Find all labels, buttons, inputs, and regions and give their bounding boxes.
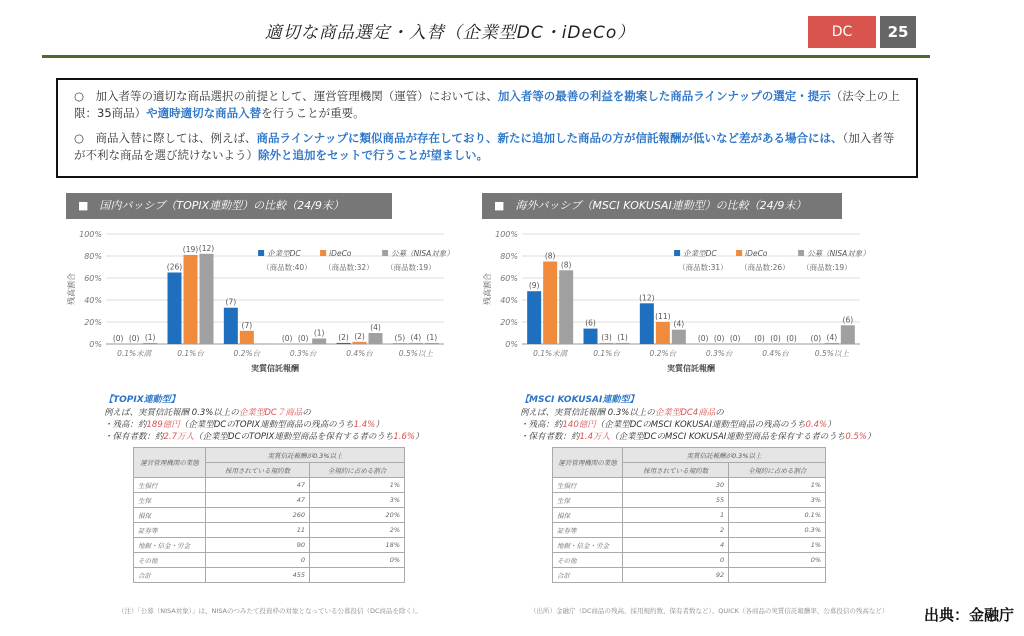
legend-sub: （商品数:19） (802, 263, 852, 272)
data-label: (2) (338, 332, 349, 342)
cell-business: 生保 (134, 493, 206, 508)
legend-swatch (258, 250, 264, 256)
cell-business: 証券等 (553, 523, 623, 538)
cell-ratio (729, 568, 826, 583)
data-label: (5) (394, 333, 406, 343)
bar (143, 343, 157, 344)
legend-swatch (382, 250, 388, 256)
y-tick-label: 80% (500, 252, 518, 261)
cell-count: 0 (206, 553, 310, 568)
data-label: (1) (617, 332, 628, 342)
legend-swatch (674, 250, 680, 256)
data-label: (1) (144, 332, 156, 342)
cell-count: 47 (206, 478, 310, 493)
x-tick-label: 0.1%未満 (533, 349, 568, 358)
bar (825, 343, 839, 344)
legend-swatch (798, 250, 804, 256)
bar (600, 343, 614, 344)
bar (353, 342, 367, 344)
data-label: (0) (729, 334, 741, 343)
bar (584, 329, 598, 344)
bar (559, 270, 573, 344)
y-tick-label: 100% (495, 230, 518, 239)
cell-count: 4 (623, 538, 729, 553)
cell-business: 生保 (553, 493, 623, 508)
bar (409, 343, 423, 344)
th-ratio: 全規約に占める割合 (729, 463, 826, 478)
table-row (553, 553, 826, 568)
legend-label: 公募（NISA対象） (391, 249, 454, 258)
bar (543, 262, 557, 345)
data-label: (6) (585, 318, 596, 328)
data-label: (12) (639, 293, 655, 303)
table-row (553, 493, 826, 508)
bar (168, 273, 182, 345)
x-tick-label: 0.2%台 (649, 349, 677, 358)
cell-business: 生損行 (134, 478, 206, 493)
table-row (553, 523, 826, 538)
legend-swatch (736, 250, 742, 256)
data-label: (8) (544, 251, 556, 261)
cell-ratio: 1% (729, 538, 826, 553)
y-tick-label: 20% (84, 318, 102, 327)
cell-ratio (310, 568, 405, 583)
right-sub-title: 【MSCI KOKUSAI連動型】 (520, 395, 639, 405)
cell-count: 260 (206, 508, 310, 523)
x-tick-label: 0.3%台 (289, 349, 317, 358)
summary-point-2: ○ 商品入替に際しては、例えば、商品ラインナップに類似商品が存在しており、新たに追加した商品の方が信託報酬が低いなど差がある場合には、（加入者等が不利な商品を選び続けないよう）除外と追加をセットで行うことが望ましい。 (74, 131, 895, 162)
right-example: 例えば、実質信託報酬 0.3%以上の企業型DC4商品の ・残高：約140億円（企業型DCのMSCI KOKUSAI連動型商品の残高のうち0.4%） ・保有者数：約1.4万人（企業型DCのMSCI KOKUSAI連動型商品を保有する者のうち0.5%） (520, 408, 876, 442)
x-tick-label: 0.4%台 (346, 349, 373, 358)
topix-bar-chart (62, 224, 462, 384)
cell-count: 90 (206, 538, 310, 553)
note-right: （出所）金融庁（DC商品の残高、採用規約数、保有者数など）、QUICK（各商品の実質信託報酬率、公募投信の残高など） (530, 607, 889, 615)
data-label: (19) (182, 244, 199, 254)
cell-business: 証券等 (134, 523, 206, 538)
x-tick-label: 0.1%未満 (117, 349, 152, 358)
y-tick-label: 80% (84, 252, 102, 261)
right-table (552, 447, 826, 583)
th-group: 実質信託報酬が0.3%以上 (206, 448, 405, 463)
summary-point-1: ○ 加入者等の適切な商品選択の前提として、運営管理機関（運管）においては、加入者等の最善の利益を勘案した商品ラインナップの選定・提示（法令上の上限：35商品）や適時適切な商品入替を行うことが重要。 (74, 89, 900, 120)
x-tick-label: 0.2%台 (233, 349, 261, 358)
title-divider (42, 55, 930, 58)
cell-business: 地銀・信金・労金 (553, 538, 623, 553)
x-axis-label: 実質信託報酬 (251, 364, 299, 373)
y-tick-label: 60% (500, 274, 518, 283)
th-business: 運営管理機関の業態 (134, 448, 206, 478)
data-label: (4) (826, 332, 838, 342)
cell-ratio: 1% (729, 478, 826, 493)
table-row (553, 508, 826, 523)
cell-count: 2 (623, 523, 729, 538)
page-title: 適切な商品選定・入替（企業型DC・iDeCo） (264, 23, 636, 43)
cell-count: 11 (206, 523, 310, 538)
bar (616, 343, 630, 344)
data-label: (12) (198, 243, 215, 253)
y-tick-label: 0% (505, 340, 518, 349)
data-label: (7) (241, 320, 253, 330)
x-tick-label: 0.1%台 (177, 349, 204, 358)
msci-bar-chart (478, 224, 878, 384)
cell-count: 455 (206, 568, 310, 583)
data-label: (0) (697, 334, 709, 343)
data-label: (1) (426, 332, 438, 342)
table-row (134, 523, 405, 538)
cell-ratio: 0.1% (729, 508, 826, 523)
cell-business: 合計 (553, 568, 623, 583)
data-label: (2) (354, 331, 365, 341)
y-tick-label: 20% (500, 318, 518, 327)
legend-swatch (320, 250, 326, 256)
bar (841, 325, 855, 344)
y-axis-label: 残高割合 (67, 273, 76, 305)
data-label: (0) (281, 334, 293, 343)
x-axis-label: 実質信託報酬 (667, 364, 715, 373)
cell-count: 30 (623, 478, 729, 493)
x-tick-label: 0.1%台 (593, 349, 620, 358)
table-row (553, 478, 826, 493)
th-group: 実質信託報酬が0.3%以上 (623, 448, 826, 463)
legend-label: iDeCo (745, 249, 768, 258)
cell-count: 1 (623, 508, 729, 523)
y-tick-label: 40% (500, 296, 518, 305)
legend-sub: （商品数:19） (386, 263, 436, 272)
data-label: (4) (410, 332, 422, 342)
th-count: 採用されている規約数 (206, 463, 310, 478)
bar (425, 343, 439, 344)
data-label: (0) (810, 334, 822, 343)
table-row (553, 568, 826, 583)
legend-sub: （商品数:40） (262, 263, 312, 272)
cell-business: その他 (134, 553, 206, 568)
cell-count: 47 (206, 493, 310, 508)
legend-label: 企業型DC (267, 249, 301, 258)
bar (240, 331, 254, 344)
bar (640, 303, 654, 344)
table-row (134, 568, 405, 583)
table-row (134, 478, 405, 493)
bar (200, 254, 214, 344)
cell-count: 92 (623, 568, 729, 583)
data-label: (0) (770, 334, 781, 343)
cell-ratio: 3% (729, 493, 826, 508)
legend-label: 企業型DC (683, 249, 717, 258)
y-tick-label: 60% (84, 274, 102, 283)
cell-business: 合計 (134, 568, 206, 583)
page-number: 25 (880, 16, 916, 48)
cell-ratio: 1% (310, 478, 405, 493)
cell-business: 損保 (553, 508, 623, 523)
legend-sub: （商品数:31） (678, 263, 728, 272)
bar (369, 333, 383, 344)
x-tick-label: 0.3%台 (705, 349, 733, 358)
data-label: (4) (673, 319, 685, 329)
x-tick-label: 0.4%台 (762, 349, 789, 358)
data-label: (6) (842, 315, 854, 325)
bar (224, 308, 238, 344)
table-row (134, 553, 405, 568)
cell-business: 損保 (134, 508, 206, 523)
cell-count: 55 (623, 493, 729, 508)
table-row (134, 493, 405, 508)
bar (393, 343, 407, 344)
legend-label: iDeCo (329, 249, 352, 258)
left-example: 例えば、実質信託報酬 0.3%以上の企業型DC７商品の ・残高：約189億円（企業型DCのTOPIX連動型商品の残高のうち1.4%） ・保有者数：約2.7万人（企業型DCのTOPIX連動型商品を保有する者のうち1.6%） (104, 408, 424, 442)
data-label: (0) (128, 334, 140, 343)
y-tick-label: 40% (84, 296, 102, 305)
bar (656, 322, 670, 344)
cell-business: 地銀・信金・労金 (134, 538, 206, 553)
th-ratio: 全規約に占める割合 (310, 463, 405, 478)
note-left: （注）「公募（NISA対象）」は、NISAのつみたて投資枠の対象となっている公募投信（DC商品を除く）。 (118, 607, 422, 615)
data-label: (3) (601, 332, 612, 342)
bar (337, 343, 351, 344)
bar (256, 343, 270, 344)
summary-box (56, 78, 918, 178)
data-label: (8) (560, 260, 572, 270)
bar (184, 255, 198, 344)
left-sub-title: 【TOPIX連動型】 (104, 395, 180, 405)
data-label: (7) (225, 297, 237, 307)
cell-ratio: 0.3% (729, 523, 826, 538)
bar (527, 291, 541, 344)
right-section-title: ■ 海外パッシブ（MSCI KOKUSAI連動型）の比較（24/9末） (482, 193, 842, 219)
cell-ratio: 0% (310, 553, 405, 568)
cell-ratio: 0% (729, 553, 826, 568)
x-tick-label: 0.5%以上 (814, 349, 849, 358)
data-label: (0) (786, 334, 797, 343)
left-table (133, 447, 405, 583)
table-row (134, 538, 405, 553)
th-count: 採用されている規約数 (623, 463, 729, 478)
cell-ratio: 3% (310, 493, 405, 508)
table-row (553, 538, 826, 553)
y-tick-label: 0% (89, 340, 102, 349)
cell-ratio: 2% (310, 523, 405, 538)
cell-business: その他 (553, 553, 623, 568)
data-label: (1) (313, 328, 325, 338)
data-label: (0) (112, 334, 124, 343)
cell-count: 0 (623, 553, 729, 568)
left-section-title: ■ 国内パッシブ（TOPIX連動型）の比較（24/9末） (66, 193, 392, 219)
dc-badge: DC (808, 16, 876, 48)
legend-sub: （商品数:26） (740, 263, 790, 272)
data-label: (4) (370, 323, 381, 332)
data-label: (9) (528, 281, 540, 291)
y-tick-label: 100% (79, 230, 102, 239)
y-axis-label: 残高割合 (483, 273, 492, 305)
th-business: 運営管理機関の業態 (553, 448, 623, 478)
data-label: (0) (754, 334, 765, 343)
legend-label: 公募（NISA対象） (807, 249, 870, 258)
data-label: (11) (655, 312, 671, 321)
source-label: 出典：金融庁 (923, 606, 1014, 624)
data-label: (0) (713, 334, 725, 343)
cell-business: 生損行 (553, 478, 623, 493)
table-row (134, 508, 405, 523)
cell-ratio: 18% (310, 538, 405, 553)
cell-ratio: 20% (310, 508, 405, 523)
data-label: (26) (166, 262, 183, 272)
data-label: (0) (297, 334, 309, 343)
bar (672, 330, 686, 344)
bar (312, 339, 326, 345)
legend-sub: （商品数:32） (324, 263, 374, 272)
x-tick-label: 0.5%以上 (398, 349, 433, 358)
